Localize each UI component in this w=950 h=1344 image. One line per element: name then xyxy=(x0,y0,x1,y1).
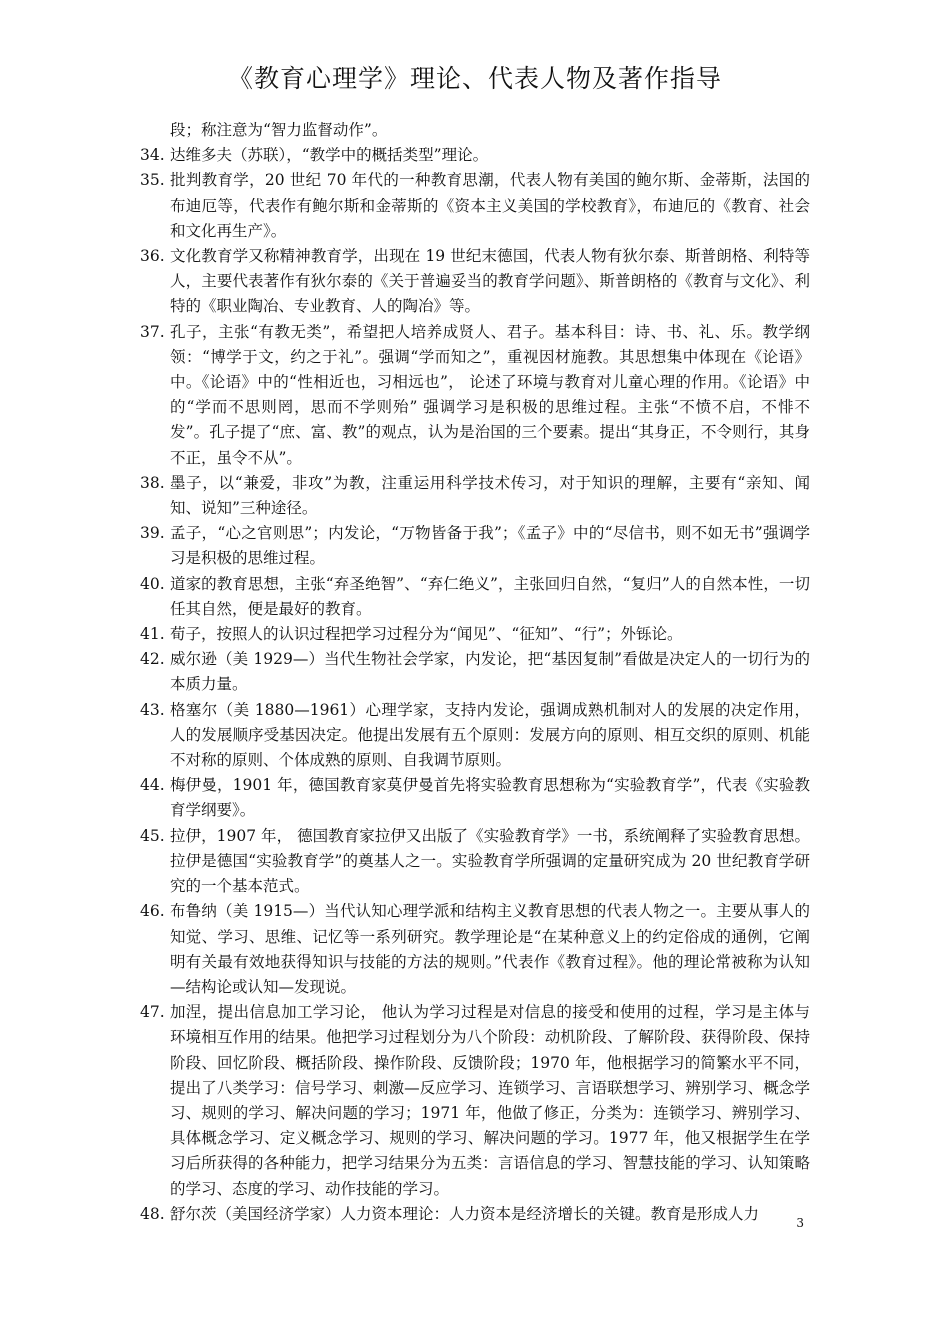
list-item xyxy=(140,244,810,320)
list-item: 段；称注意为“智力监督动作”。 xyxy=(170,121,388,139)
list-item xyxy=(140,320,810,471)
item-number: 35. xyxy=(140,171,165,190)
item-number: 48. xyxy=(140,1204,165,1223)
item-number: 39. xyxy=(140,524,165,543)
item-text: 加涅，提出信息加工学习论， 他认为学习过程是对信息的接受和使用的过程，学习是主体与环境相互作用的结果。他把学习过程划分为八个阶段：动机阶段、了解阶段、获得阶段、保持阶段、回忆阶段、概括阶段、操作阶段、反馈阶段；1970 年，他根据学习的简繁水平不同，提出了八类学习：信号学习、刺激—反应学习、连锁学习、言语联想学习、辨别学习、概念学习、规则的学习、解决问题的学习；1971 年，他做了修正，分类为：连锁学习、辨别学习、具体概念学习、定义概念学习、规则的学习、解决问题的学习。1977 年，他又根据学生在学习后所获得的各种能力，把学习结果分为五类：言语信息的学习、智慧技能的学习、认知策略的学习、态度的学习、动作技能的学习。 xyxy=(170,1003,810,1198)
list-item xyxy=(140,773,810,823)
item-text: 舒尔茨（美国经济学家）人力资本理论：人力资本是经济增长的关键。教育是形成人力 xyxy=(170,1204,760,1223)
list-item xyxy=(140,1000,810,1202)
list-item xyxy=(140,698,810,774)
item-number: 43. xyxy=(140,700,165,719)
item-text: 布鲁纳（美 1915—）当代认知心理学派和结构主义教育思想的代表人物之一。主要从事人的知觉、学习、思维、记忆等一系列研究。教学理论是“在某种意义上的约定俗成的通例，它阐明有关最有效地获得知识与技能的方法的规则。”代表作《教育过程》。他的理论常被称为认知—结构论或认知—发现说。 xyxy=(170,902,810,996)
item-text: 孔子，主张“有教无类”，希望把人培养成贤人、君子。基本科目：诗、书、礼、乐。教学纲领：“博学于文，约之于礼”。强调“学而知之”，重视因材施教。其思想集中体现在《论语》中。《论语》中的“性相近也，习相远也”， 论述了环境与教育对儿童心理的作用。《论语》中的“学而不思则罔，思而不学则殆” 强调学习是积极的思维过程。主张“不愤不启，不悱不发”。孔子提了“庶、富、教”的观点，认为是治国的三个要素。提出“其身正，不令则行，其身不正，虽令不从”。 xyxy=(170,322,810,467)
item-number: 46. xyxy=(140,902,165,921)
item-number: 38. xyxy=(140,473,165,492)
list-item xyxy=(140,572,810,622)
list-item xyxy=(140,521,810,571)
item-number: 44. xyxy=(140,776,165,795)
item-number: 36. xyxy=(140,247,165,266)
item-number: 40. xyxy=(140,574,165,593)
item-number: 37. xyxy=(140,322,165,341)
item-number: 42. xyxy=(140,650,165,669)
item-text: 威尔逊（美 1929—）当代生物社会学家，内发论，把“基因复制”看做是决定人的一切行为的本质力量。 xyxy=(170,650,810,694)
item-text: 梅伊曼，1901 年，德国教育家莫伊曼首先将实验教育思想称为“实验教育学”，代表《实验教育学纲要》。 xyxy=(170,776,810,820)
list-item xyxy=(140,168,810,244)
page-number: 3 xyxy=(796,1216,804,1230)
item-number: 34. xyxy=(140,146,165,165)
item-text: 达维多夫（苏联），“教学中的概括类型”理论。 xyxy=(170,146,489,165)
list-item xyxy=(140,647,810,697)
item-text: 批判教育学，20 世纪 70 年代的一种教育思潮，代表人物有美国的鲍尔斯、金蒂斯，法国的布迪厄等，代表作有鲍尔斯和金蒂斯的《资本主义美国的学校教育》，布迪厄的《教育、社会和文化再生产》。 xyxy=(170,171,810,240)
item-number: 47. xyxy=(140,1003,165,1022)
item-text: 拉伊，1907 年， 德国教育家拉伊又出版了《实验教育学》一书，系统阐释了实验教育思想。拉伊是德国“实验教育学”的奠基人之一。实验教育学所强调的定量研究成为 20 世纪教育学研究的一个基本范式。 xyxy=(170,826,810,896)
list-item xyxy=(140,824,810,900)
item-number: 45. xyxy=(140,826,165,845)
page-title: 《教育心理学》理论、代表人物及著作指导 xyxy=(227,64,722,93)
item-text: 道家的教育思想，主张“弃圣绝智”、“弃仁绝义”，主张回归自然，“复归”人的自然本性，一切任其自然，便是最好的教育。 xyxy=(170,574,810,618)
list-item xyxy=(140,622,810,647)
list-item xyxy=(140,143,810,168)
item-text: 荀子，按照人的认识过程把学习过程分为“闻见”、“征知”、“行”；外铄论。 xyxy=(170,625,683,644)
item-text: 墨子，以“兼爱，非攻”为教，注重运用科学技术传习，对于知识的理解，主要有“亲知、闻知、说知”三种途径。 xyxy=(170,473,810,518)
list-item xyxy=(140,1202,810,1227)
list-item xyxy=(140,471,810,521)
item-text: 文化教育学又称精神教育学，出现在 19 世纪末德国，代表人物有狄尔泰、斯普朗格、利特等人，主要代表著作有狄尔泰的《关于普遍妥当的教育学问题》、斯普朗格的《教育与文化》、利特的《职业陶冶、专业教育、人的陶冶》等。 xyxy=(170,247,810,316)
item-text: 格塞尔（美 1880—1961）心理学家，支持内发论，强调成熟机制对人的发展的决定作用，人的发展顺序受基因决定。他提出发展有五个原则：发展方向的原则、相互交织的原则、机能不对称的原则、个体成熟的原则、自我调节原则。 xyxy=(170,700,810,770)
list-item xyxy=(140,899,810,1000)
item-text: 孟子，“心之官则思”；内发论，“万物皆备于我”；《孟子》中的“尽信书，则不如无书”强调学习是积极的思维过程。 xyxy=(170,524,810,568)
document-body xyxy=(140,118,810,1227)
item-number: 41. xyxy=(140,625,165,644)
